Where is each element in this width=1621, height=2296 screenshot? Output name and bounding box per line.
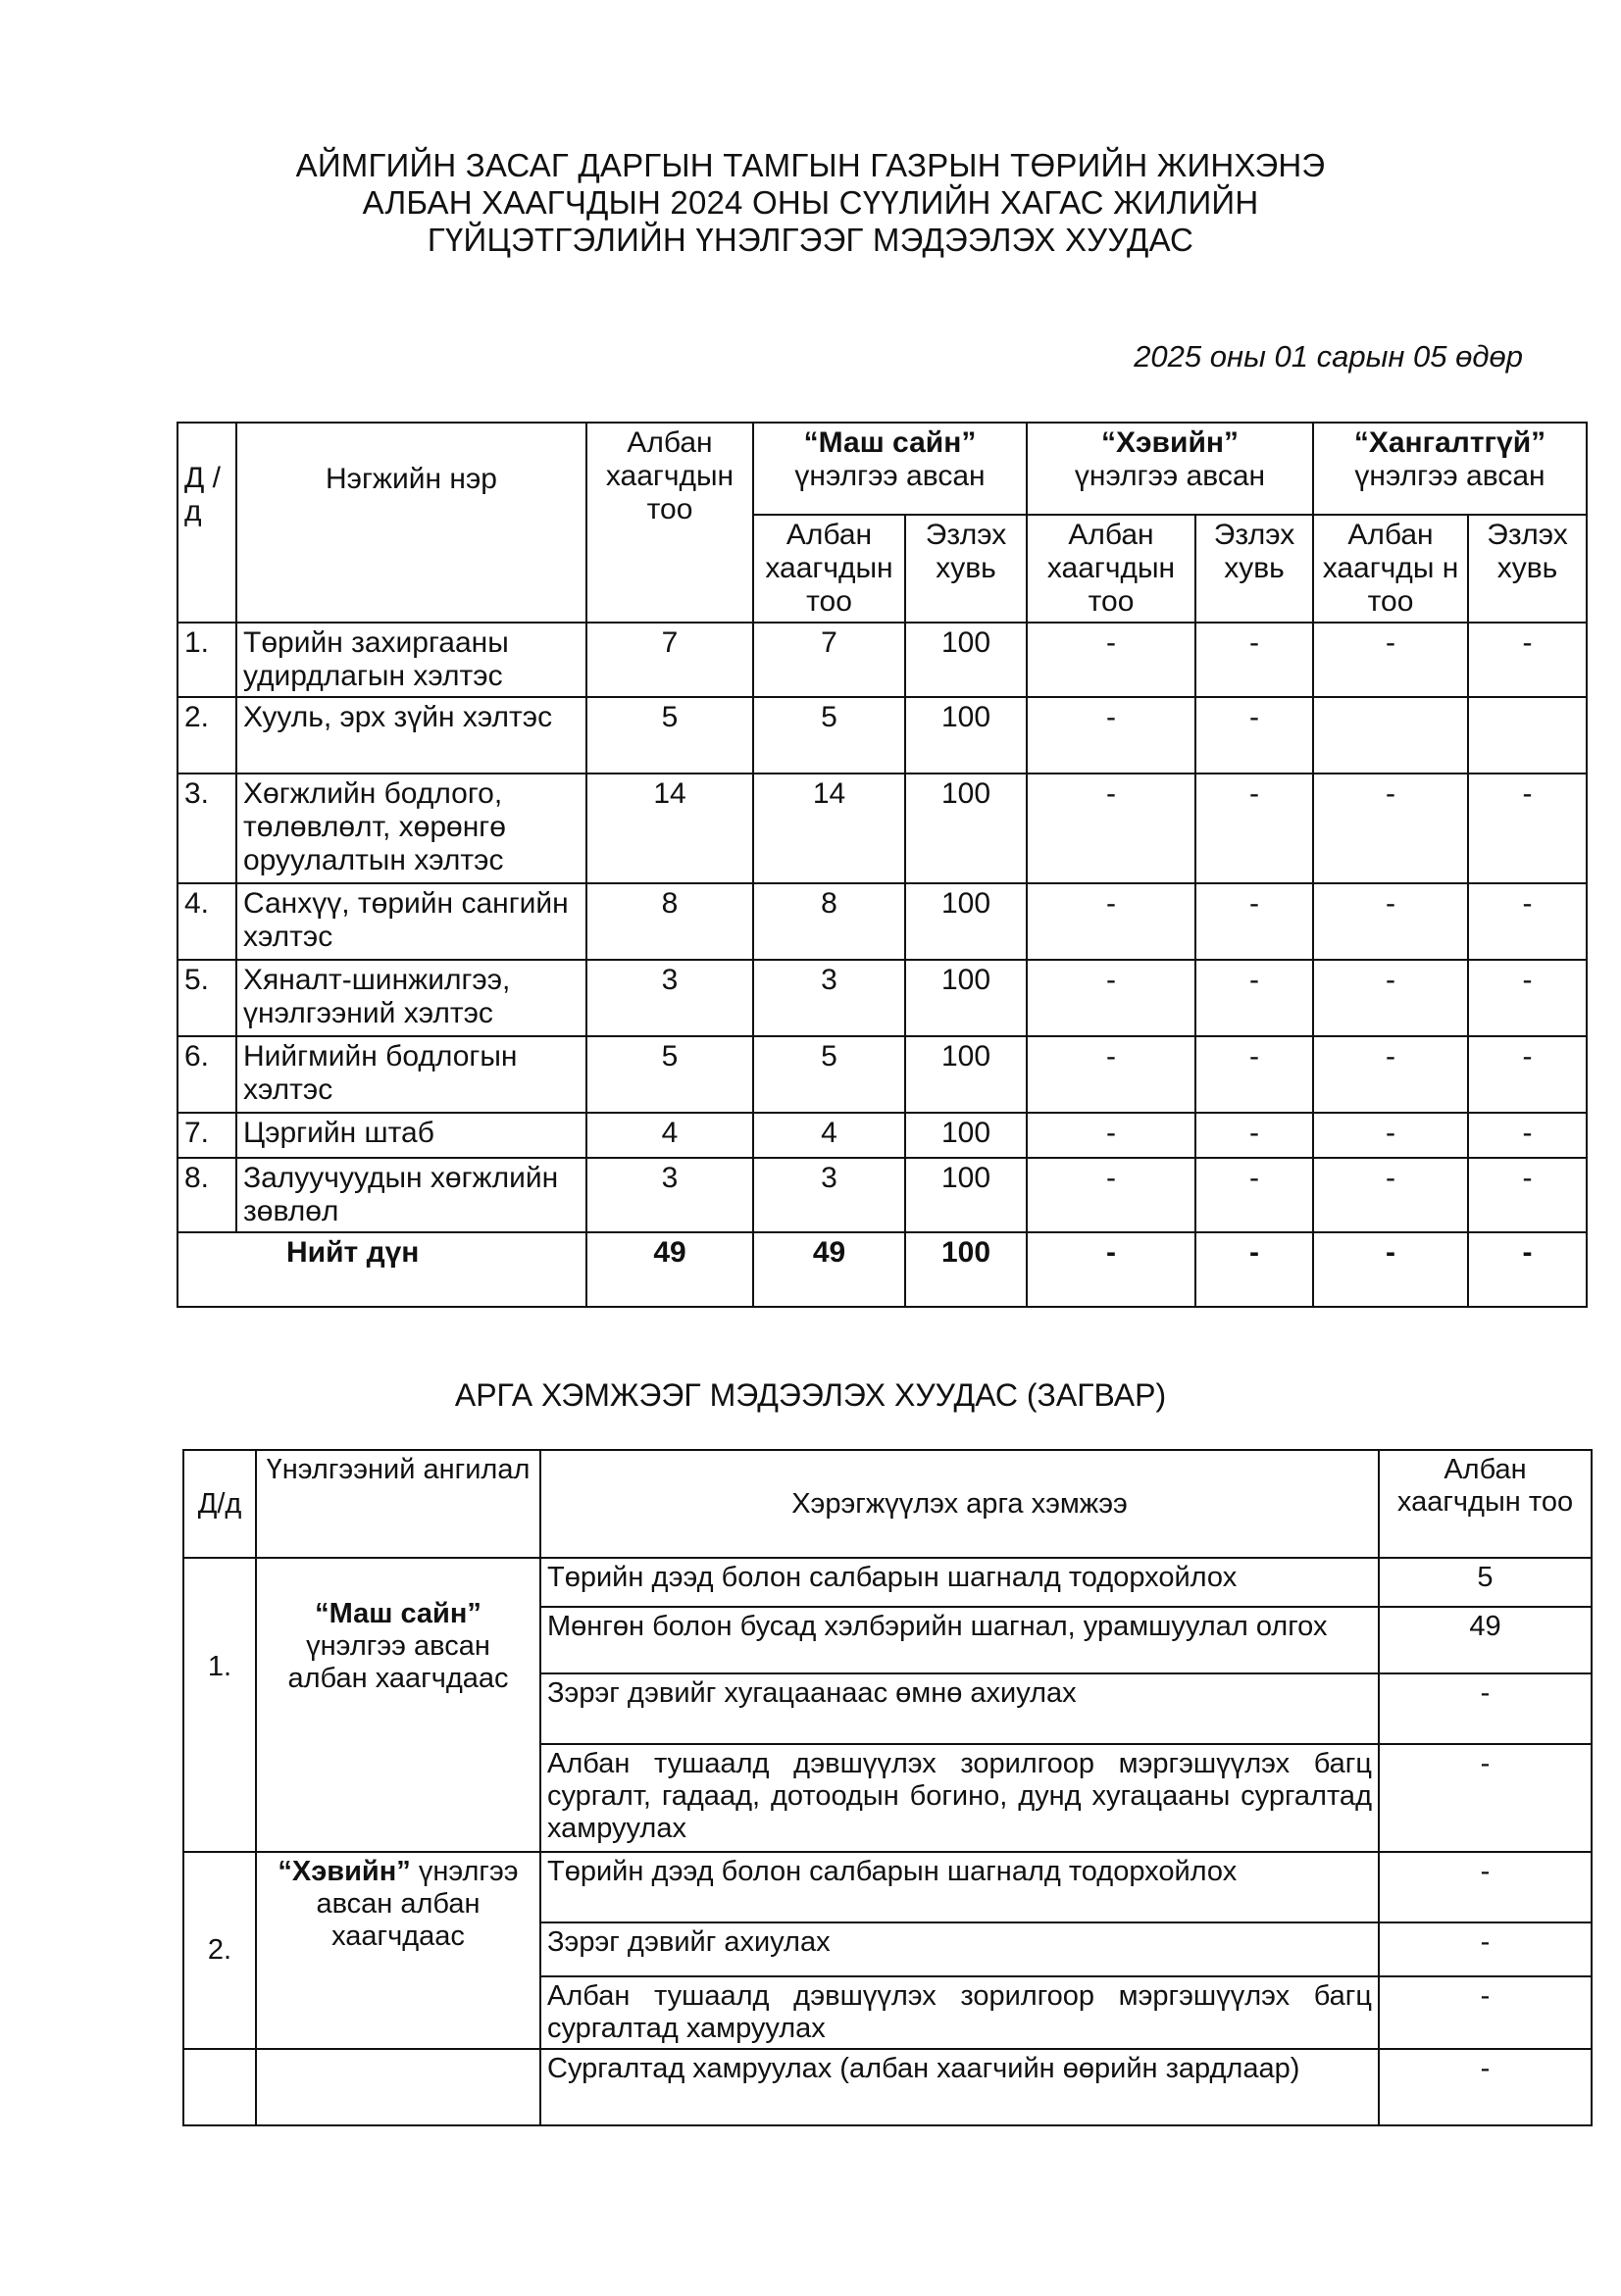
row-unit-name: Цэргийн штаб: [236, 1113, 586, 1158]
m-header-measure: Хэрэгжүүлэх арга хэмжээ: [540, 1450, 1379, 1558]
row-unit-name: Хууль, эрх зүйн хэлтэс: [236, 697, 586, 774]
row-unit-name: Залуучуудын хөгжлийн зөвлөл: [236, 1158, 586, 1232]
row-u-staff: -: [1313, 1158, 1468, 1232]
row-n-staff: -: [1027, 960, 1195, 1036]
document-title: [0, 147, 1621, 259]
row-unit-name: Хөгжлийн бодлого, төлөвлөлт, хөрөнгө оруулалтын хэлтэс: [236, 774, 586, 883]
row-n-percent: -: [1195, 1036, 1313, 1113]
total-u-percent: -: [1468, 1232, 1587, 1307]
g2-staff-2: -: [1379, 1922, 1592, 1976]
row-u-percent: -: [1468, 1036, 1587, 1113]
group2-category-bold: “Хэвийн”: [278, 1856, 411, 1887]
header-very-good: [753, 423, 1027, 515]
row-n-percent: -: [1195, 1158, 1313, 1232]
g2-staff-3: -: [1379, 1976, 1592, 2049]
subheader-u-staff: Албан хаагчды н тоо: [1313, 515, 1468, 623]
row-vg-staff: 3: [753, 960, 905, 1036]
row-u-percent: -: [1468, 1158, 1587, 1232]
row-n-percent: -: [1195, 883, 1313, 960]
row-u-percent: -: [1468, 960, 1587, 1036]
row-vg-percent: 100: [905, 960, 1027, 1036]
total-vg-staff: 49: [753, 1232, 905, 1307]
group1-category-rest: үнэлгээ авсан албан хаагчдаас: [287, 1630, 509, 1694]
total-row: [177, 1232, 1587, 1307]
row-no: 1.: [177, 623, 236, 697]
table-row: [177, 883, 1587, 960]
g1-measure-2: Мөнгөн болон бусад хэлбэрийн шагнал, урамшуулал олгох: [540, 1607, 1379, 1673]
row-n-percent: -: [1195, 960, 1313, 1036]
row-n-percent: -: [1195, 774, 1313, 883]
g2-staff-1: -: [1379, 1852, 1592, 1922]
subheader-n-staff: Албан хаагчдын тоо: [1027, 515, 1195, 623]
g1-measure-1: Төрийн дээд болон салбарын шагналд тодорхойлох: [540, 1558, 1379, 1607]
total-n-percent: -: [1195, 1232, 1313, 1307]
group2-no: 2.: [183, 1852, 256, 2049]
row-n-staff: -: [1027, 1158, 1195, 1232]
row-staff-count: 7: [586, 623, 753, 697]
subheader-vg-percent: Эзлэх хувь: [905, 515, 1027, 623]
row-n-percent: -: [1195, 1113, 1313, 1158]
table-row: [177, 1036, 1587, 1113]
m-header-no: Д/д: [183, 1450, 256, 1558]
row-u-staff: -: [1313, 1113, 1468, 1158]
row-unit-name: Хяналт-шинжилгээ, үнэлгээний хэлтэс: [236, 960, 586, 1036]
g2-measure-2: Зэрэг дэвийг ахиулах: [540, 1922, 1379, 1976]
row-u-percent: [1468, 697, 1587, 774]
row-vg-staff: 14: [753, 774, 905, 883]
row-unit-name: Санхүү, төрийн сангийн хэлтэс: [236, 883, 586, 960]
subheader-vg-staff: Албан хаагчдын тоо: [753, 515, 905, 623]
row-u-percent: -: [1468, 1113, 1587, 1158]
extra-category: [256, 2049, 540, 2125]
header-staff-count: Албан хаагчдын тоо: [586, 423, 753, 623]
row-no: 5.: [177, 960, 236, 1036]
row-u-staff: -: [1313, 1036, 1468, 1113]
row-vg-staff: 4: [753, 1113, 905, 1158]
g1-staff-1: 5: [1379, 1558, 1592, 1607]
row-vg-staff: 3: [753, 1158, 905, 1232]
row-n-staff: -: [1027, 1113, 1195, 1158]
table-row: [177, 623, 1587, 697]
row-no: 6.: [177, 1036, 236, 1113]
row-staff-count: 3: [586, 960, 753, 1036]
m-header-staff: Албан хаагчдын тоо: [1379, 1450, 1592, 1558]
m-header-category: Үнэлгээний ангилал: [256, 1450, 540, 1558]
header-normal: [1027, 423, 1313, 515]
subheader-n-percent: Эзлэх хувь: [1195, 515, 1313, 623]
g2-measure-1: Төрийн дээд болон салбарын шагналд тодорхойлох: [540, 1852, 1379, 1922]
header-very-good-sub: үнэлгээ авсан: [794, 460, 986, 492]
header-unsatisfactory-sub: үнэлгээ авсан: [1354, 460, 1545, 492]
row-n-staff: -: [1027, 774, 1195, 883]
row-vg-percent: 100: [905, 774, 1027, 883]
table-row: [177, 774, 1587, 883]
header-normal-label: “Хэвийн”: [1100, 426, 1240, 459]
row-vg-staff: 5: [753, 697, 905, 774]
row-u-percent: -: [1468, 774, 1587, 883]
row-staff-count: 5: [586, 1036, 753, 1113]
header-unsatisfactory-label: “Хангалтгүй”: [1353, 426, 1546, 459]
row-vg-percent: 100: [905, 883, 1027, 960]
row-u-staff: -: [1313, 960, 1468, 1036]
row-n-staff: -: [1027, 1036, 1195, 1113]
row-no: 4.: [177, 883, 236, 960]
row-staff-count: 3: [586, 1158, 753, 1232]
row-vg-percent: 100: [905, 1036, 1027, 1113]
row-n-staff: -: [1027, 697, 1195, 774]
row-u-percent: -: [1468, 623, 1587, 697]
row-u-staff: [1313, 697, 1468, 774]
total-label: Нийт дүн: [177, 1232, 586, 1307]
evaluation-summary-table: [177, 422, 1588, 1308]
row-staff-count: 8: [586, 883, 753, 960]
row-u-staff: -: [1313, 883, 1468, 960]
header-very-good-label: “Маш сайн”: [803, 426, 977, 459]
header-no: Д /д: [177, 423, 236, 623]
g2-measure-3: Албан тушаалд дэвшүүлэх зорилгоор мэргэшүүлэх багц сургалтад хамруулах: [540, 1976, 1379, 2049]
row-no: 8.: [177, 1158, 236, 1232]
row-no: 2.: [177, 697, 236, 774]
row-u-staff: -: [1313, 774, 1468, 883]
group1-no: 1.: [183, 1558, 256, 1852]
g1-measure-4: Албан тушаалд дэвшүүлэх зорилгоор мэргэшүүлэх багц сургалт, гадаад, дотоодын богино, дунд хугацааны сургалтад хамруулах: [540, 1744, 1379, 1852]
table-row: [177, 1158, 1587, 1232]
header-normal-sub: үнэлгээ авсан: [1074, 460, 1266, 492]
row-n-staff: -: [1027, 623, 1195, 697]
header-unsatisfactory: [1313, 423, 1587, 515]
row-unit-name: Төрийн захиргааны удирдлагын хэлтэс: [236, 623, 586, 697]
total-staff: 49: [586, 1232, 753, 1307]
group2-category-rest: үнэлгээ авсан албан хаагчдаас: [316, 1856, 519, 1952]
extra-measure: Сургалтад хамруулах (албан хаагчийн өөрийн зардлаар): [540, 2049, 1379, 2125]
total-u-staff: -: [1313, 1232, 1468, 1307]
row-vg-staff: 7: [753, 623, 905, 697]
g1-staff-4: -: [1379, 1744, 1592, 1852]
title-line-1: АЙМГИЙН ЗАСАГ ДАРГЫН ТАМГЫН ГАЗРЫН ТӨРИЙН ЖИНХЭНЭ: [295, 147, 1326, 183]
table-row: [177, 1113, 1587, 1158]
group1-category-bold: “Маш сайн”: [315, 1598, 481, 1629]
extra-staff: -: [1379, 2049, 1592, 2125]
row-vg-staff: 5: [753, 1036, 905, 1113]
total-n-staff: -: [1027, 1232, 1195, 1307]
total-vg-percent: 100: [905, 1232, 1027, 1307]
title-line-3: ГҮЙЦЭТГЭЛИЙН ҮНЭЛГЭЭГ МЭДЭЭЛЭХ ХУУДАС: [427, 222, 1194, 258]
row-n-percent: -: [1195, 697, 1313, 774]
subheader-u-percent: Эзлэх хувь: [1468, 515, 1587, 623]
row-no: 3.: [177, 774, 236, 883]
evaluation-table-body: [177, 623, 1587, 1232]
table-row: [177, 697, 1587, 774]
g1-staff-2: 49: [1379, 1607, 1592, 1673]
group2-category: [256, 1852, 540, 2049]
title-line-2: АЛБАН ХААГЧДЫН 2024 ОНЫ СҮҮЛИЙН ХАГАС ЖИЛИЙН: [362, 184, 1259, 221]
g1-staff-3: -: [1379, 1673, 1592, 1744]
group1-category: [256, 1558, 540, 1852]
row-vg-percent: 100: [905, 1113, 1027, 1158]
row-no: 7.: [177, 1113, 236, 1158]
measures-table: [182, 1449, 1593, 2126]
row-staff-count: 14: [586, 774, 753, 883]
g1-measure-3: Зэрэг дэвийг хугацаанаас өмнө ахиулах: [540, 1673, 1379, 1744]
row-unit-name: Нийгмийн бодлогын хэлтэс: [236, 1036, 586, 1113]
row-vg-staff: 8: [753, 883, 905, 960]
row-u-staff: -: [1313, 623, 1468, 697]
row-n-percent: -: [1195, 623, 1313, 697]
row-vg-percent: 100: [905, 697, 1027, 774]
row-staff-count: 5: [586, 697, 753, 774]
extra-no: [183, 2049, 256, 2125]
section-title: АРГА ХЭМЖЭЭГ МЭДЭЭЛЭХ ХУУДАС (ЗАГВАР): [454, 1377, 1167, 1413]
row-u-percent: -: [1468, 883, 1587, 960]
row-vg-percent: 100: [905, 623, 1027, 697]
row-staff-count: 4: [586, 1113, 753, 1158]
row-n-staff: -: [1027, 883, 1195, 960]
document-date: 2025 оны 01 сарын 05 өдөр: [1134, 339, 1523, 374]
header-unit-name: Нэгжийн нэр: [236, 423, 586, 623]
table-row: [177, 960, 1587, 1036]
row-vg-percent: 100: [905, 1158, 1027, 1232]
